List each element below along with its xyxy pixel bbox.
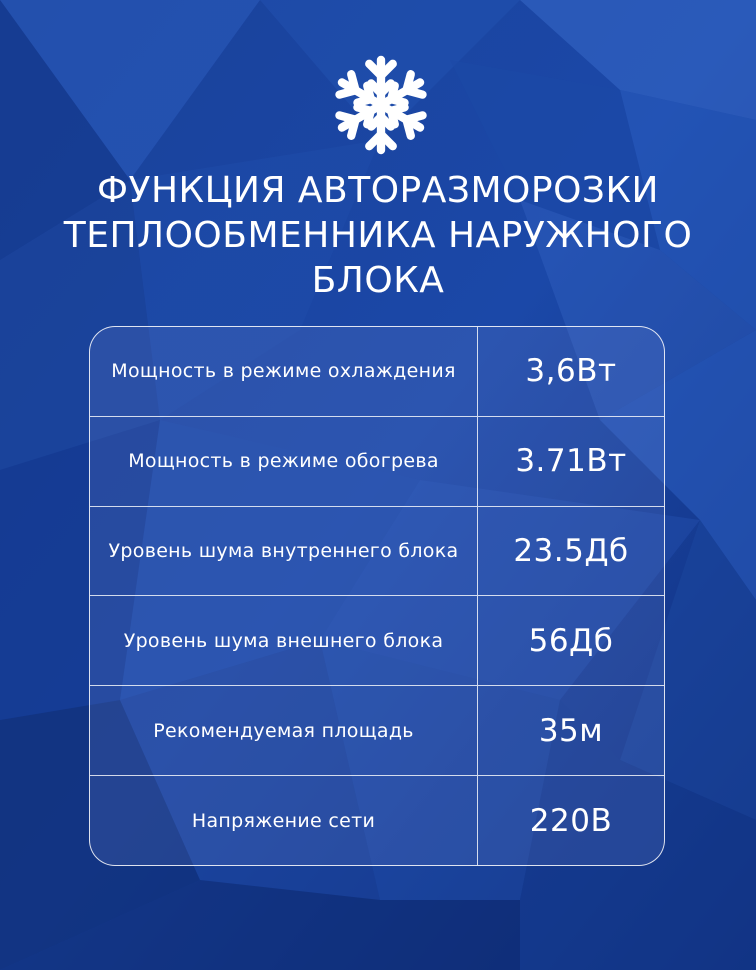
spec-value: 23.5Дб [513, 532, 629, 569]
spec-label: Напряжение сети [90, 776, 478, 866]
spec-row-cooling-power [90, 327, 664, 417]
snowflake-icon [332, 52, 430, 158]
title-line-3: БЛОКА [311, 260, 445, 301]
spec-label: Рекомендуемая площадь [90, 686, 478, 775]
spec-label: Мощность в режиме обогрева [90, 417, 478, 506]
spec-row-recommended-area [90, 686, 664, 776]
spec-value: 3,6Вт [525, 353, 617, 390]
spec-label: Мощность в режиме охлаждения [90, 327, 478, 416]
spec-value: 35м [538, 712, 604, 749]
spec-value: 220В [529, 802, 613, 839]
spec-row-outdoor-noise [90, 596, 664, 686]
spec-value: 56Дб [528, 622, 614, 659]
specs-table [89, 326, 665, 866]
page-title [0, 168, 756, 303]
title-line-2: ТЕПЛООБМЕННИКА НАРУЖНОГО [63, 215, 693, 256]
spec-label: Уровень шума внутреннего блока [90, 507, 478, 596]
spec-row-heating-power [90, 417, 664, 507]
title-line-1: ФУНКЦИЯ АВТОРАЗМОРОЗКИ [97, 170, 659, 211]
spec-row-voltage [90, 776, 664, 866]
spec-label: Уровень шума внешнего блока [90, 596, 478, 685]
spec-value: 3.71Вт [515, 443, 627, 480]
spec-row-indoor-noise [90, 507, 664, 597]
